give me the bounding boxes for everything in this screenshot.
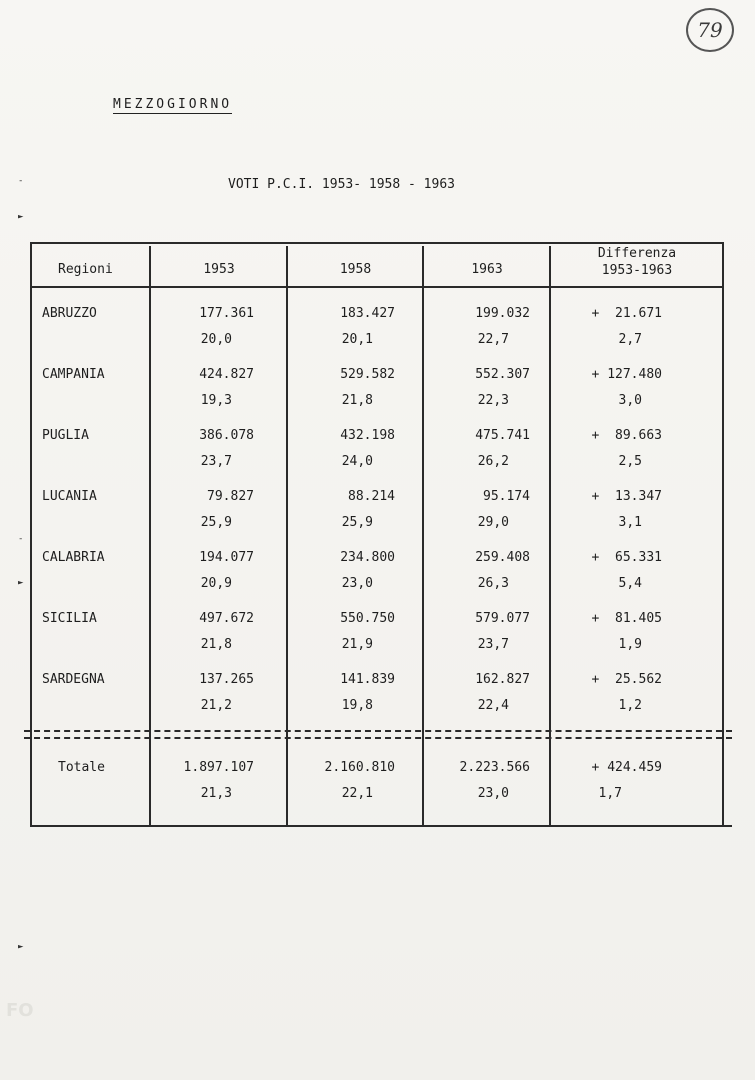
total-diff-pct: 1,7 xyxy=(598,786,622,801)
cell-votes-1963: 162.827 xyxy=(475,672,530,687)
row-region-name: ABRUZZO xyxy=(42,306,97,321)
cell-votes-1958: 529.582 xyxy=(340,367,395,382)
cell-pct-1953: 25,9 xyxy=(200,515,232,530)
cell-diff-votes: + 21.671 xyxy=(591,306,662,321)
cell-pct-1963: 23,7 xyxy=(477,637,509,652)
cell-votes-1953: 386.078 xyxy=(199,428,254,443)
margin-tick-mark: ► xyxy=(18,578,24,588)
cell-diff-pct: 2,5 xyxy=(618,454,642,469)
cell-votes-1963: 95.174 xyxy=(483,489,530,504)
cell-diff-pct: 3,1 xyxy=(618,515,642,530)
cell-diff-votes: + 65.331 xyxy=(591,550,662,565)
header-differenza-years: 1953-1963 xyxy=(601,263,673,278)
cell-pct-1958: 23,0 xyxy=(341,576,373,591)
cell-diff-pct: 1,2 xyxy=(618,698,642,713)
cell-pct-1963: 26,2 xyxy=(477,454,509,469)
header-1958: 1958 xyxy=(339,262,372,277)
cell-votes-1963: 552.307 xyxy=(475,367,530,382)
header-separator xyxy=(30,286,724,288)
cell-pct-1963: 22,4 xyxy=(477,698,509,713)
row-region-name: CALABRIA xyxy=(42,550,105,565)
cell-pct-1953: 20,0 xyxy=(200,332,232,347)
header-1953: 1953 xyxy=(203,262,235,277)
cell-votes-1953: 194.077 xyxy=(199,550,254,565)
margin-tick-mark: ► xyxy=(18,942,24,952)
faded-watermark: FO xyxy=(6,1000,34,1021)
cell-pct-1958: 25,9 xyxy=(341,515,373,530)
header-regioni: Regioni xyxy=(58,262,113,277)
total-double-separator xyxy=(24,730,732,739)
total-votes-1958: 2.160.810 xyxy=(324,760,395,775)
cell-pct-1958: 20,1 xyxy=(341,332,373,347)
cell-votes-1953: 497.672 xyxy=(199,611,254,626)
margin-tick-mark: - xyxy=(18,176,24,186)
cell-pct-1958: 21,8 xyxy=(341,393,373,408)
row-region-name: LUCANIA xyxy=(42,489,97,504)
cell-votes-1958: 88.214 xyxy=(348,489,395,504)
cell-votes-1953: 137.265 xyxy=(199,672,254,687)
row-region-name: CAMPANIA xyxy=(42,367,105,382)
cell-diff-votes: + 25.562 xyxy=(591,672,662,687)
table-subtitle: VOTI P.C.I. 1953- 1958 - 1963 xyxy=(228,177,455,192)
total-label: Totale xyxy=(58,760,105,775)
cell-diff-pct: 2,7 xyxy=(618,332,642,347)
table-top-border xyxy=(30,242,724,244)
region-title: MEZZOGIORNO xyxy=(113,97,233,112)
cell-pct-1958: 24,0 xyxy=(341,454,373,469)
cell-votes-1958: 183.427 xyxy=(340,306,395,321)
total-votes-1953: 1.897.107 xyxy=(183,760,254,775)
cell-diff-votes: + 89.663 xyxy=(591,428,662,443)
total-votes-1963: 2.223.566 xyxy=(459,760,530,775)
cell-pct-1963: 29,0 xyxy=(477,515,509,530)
column-divider xyxy=(549,246,551,827)
cell-diff-pct: 3,0 xyxy=(618,393,642,408)
cell-pct-1953: 23,7 xyxy=(200,454,232,469)
column-divider xyxy=(286,246,288,827)
row-region-name: SARDEGNA xyxy=(42,672,105,687)
cell-pct-1953: 19,3 xyxy=(200,393,232,408)
row-region-name: SICILIA xyxy=(42,611,97,626)
cell-pct-1958: 21,9 xyxy=(341,637,373,652)
cell-votes-1953: 424.827 xyxy=(199,367,254,382)
margin-tick-mark: - xyxy=(18,534,24,544)
cell-votes-1963: 259.408 xyxy=(475,550,530,565)
table-bottom-border xyxy=(30,825,732,827)
cell-votes-1953: 177.361 xyxy=(199,306,254,321)
row-region-name: PUGLIA xyxy=(42,428,89,443)
cell-votes-1953: 79.827 xyxy=(207,489,254,504)
cell-diff-pct: 5,4 xyxy=(618,576,642,591)
cell-pct-1953: 20,9 xyxy=(200,576,232,591)
cell-diff-votes: + 13.347 xyxy=(591,489,662,504)
margin-tick-mark: ► xyxy=(18,212,24,222)
cell-votes-1958: 432.198 xyxy=(340,428,395,443)
header-1963: 1963 xyxy=(471,262,503,277)
cell-votes-1958: 234.800 xyxy=(340,550,395,565)
cell-votes-1958: 141.839 xyxy=(340,672,395,687)
cell-pct-1953: 21,2 xyxy=(200,698,232,713)
cell-votes-1963: 475.741 xyxy=(475,428,530,443)
header-differenza: Differenza xyxy=(597,246,677,261)
column-divider xyxy=(422,246,424,827)
table-left-border xyxy=(30,242,32,827)
table-right-border xyxy=(722,242,724,827)
cell-pct-1958: 19,8 xyxy=(341,698,373,713)
page-number: 79 xyxy=(686,8,734,52)
cell-diff-pct: 1,9 xyxy=(618,637,642,652)
cell-votes-1963: 579.077 xyxy=(475,611,530,626)
cell-diff-votes: + 127.480 xyxy=(591,367,662,382)
cell-pct-1963: 22,3 xyxy=(477,393,509,408)
total-pct-1958: 22,1 xyxy=(341,786,373,801)
cell-votes-1958: 550.750 xyxy=(340,611,395,626)
total-diff-votes: + 424.459 xyxy=(591,760,662,775)
cell-votes-1963: 199.032 xyxy=(475,306,530,321)
cell-diff-votes: + 81.405 xyxy=(591,611,662,626)
cell-pct-1963: 26,3 xyxy=(477,576,509,591)
total-pct-1953: 21,3 xyxy=(200,786,232,801)
cell-pct-1963: 22,7 xyxy=(477,332,509,347)
total-pct-1963: 23,0 xyxy=(477,786,509,801)
cell-pct-1953: 21,8 xyxy=(200,637,232,652)
